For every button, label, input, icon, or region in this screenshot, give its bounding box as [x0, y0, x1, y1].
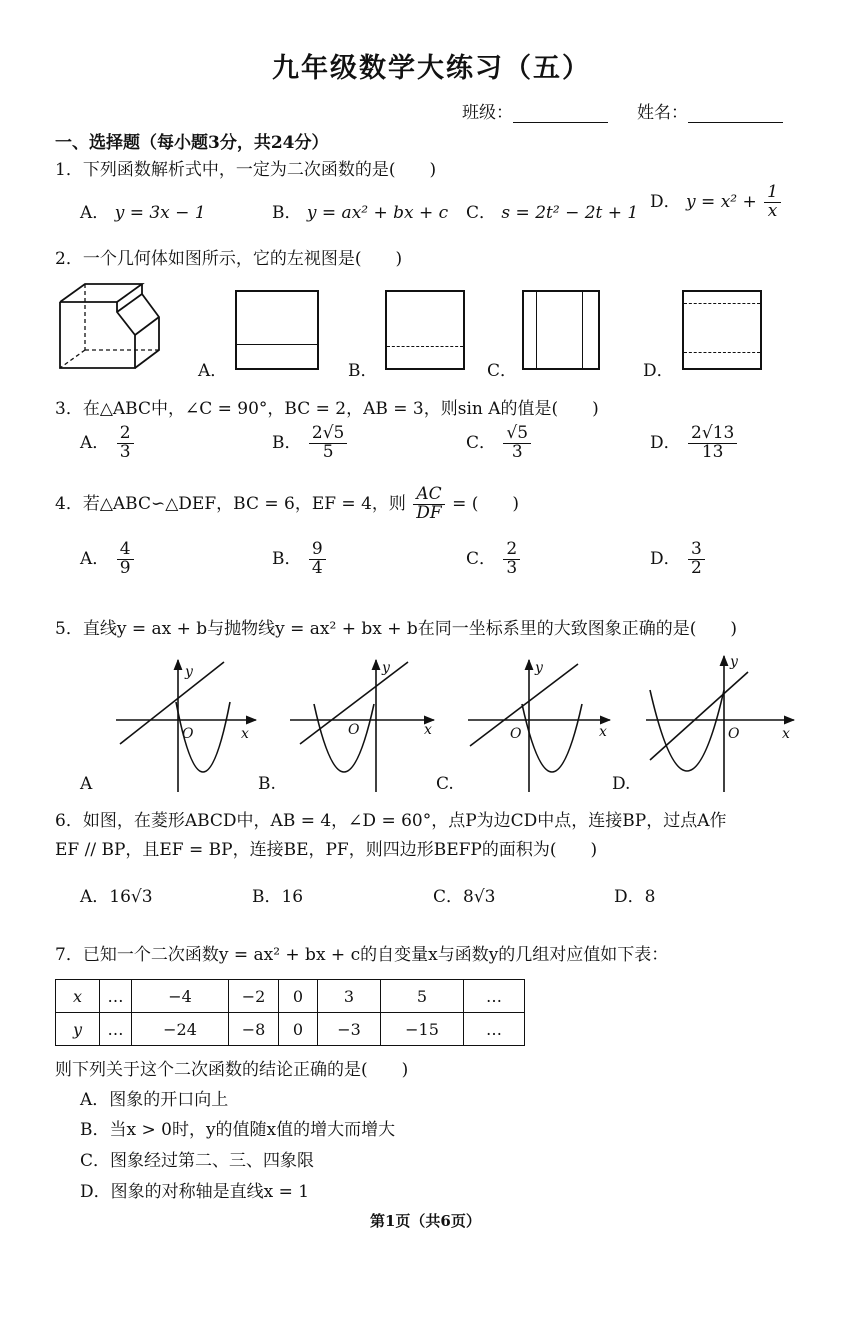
table-cell: −24	[132, 1013, 229, 1046]
table-cell: …	[464, 980, 525, 1013]
q6-option-a: A．16√3	[80, 887, 153, 907]
q3-a-label: A．	[80, 432, 110, 453]
table-cell: −8	[229, 1013, 279, 1046]
q2-option-a-figure	[235, 290, 319, 370]
q2-option-b-figure	[385, 290, 465, 370]
q3-option-a	[80, 425, 136, 462]
q2-a-label: A．	[198, 361, 228, 381]
table-cell: …	[100, 980, 132, 1013]
q1-a-label: A．	[80, 203, 110, 223]
q5-c-origin: O	[510, 726, 522, 742]
q4-stem-text: 4．若△ABC∽△DEF，BC = 6，EF = 4，则	[55, 493, 406, 514]
q6-option-c: C．8√3	[433, 887, 496, 907]
q4-a-den: 9	[119, 557, 131, 578]
q4-stem-post: = ( )	[452, 493, 520, 514]
q5-stem: 5．直线y = ax + b与抛物线y = ax² + bx + b在同一坐标系里的大致图象正确的是( )	[55, 619, 738, 639]
q2-d-dashed-bottom	[684, 352, 760, 353]
q5-a-label: A	[80, 774, 93, 794]
q3-c-den: 3	[511, 441, 523, 462]
table-row	[56, 1013, 525, 1046]
q1-d-expr: y = x² +	[686, 191, 757, 212]
q1-option-a	[80, 198, 206, 223]
q5-a-y-label: y	[185, 664, 193, 680]
q2-solid-figure	[55, 280, 165, 372]
name-field	[637, 98, 783, 123]
q5-graph-b	[290, 660, 434, 792]
q1-b-expr: y = ax² + bx + c	[306, 203, 449, 223]
table-cell: −15	[381, 1013, 464, 1046]
q3-option-d	[650, 425, 739, 462]
q1-option-b	[272, 198, 448, 223]
q4-option-d	[650, 541, 707, 578]
q7-option-b: B．当x > 0时，y的值随x值的增大而增大	[80, 1120, 396, 1140]
q5-d-origin: O	[728, 726, 740, 742]
q2-b-label: B．	[348, 361, 378, 381]
q4-option-c	[466, 541, 522, 578]
class-field	[462, 98, 608, 123]
class-blank	[513, 108, 608, 123]
q3-option-b	[272, 425, 349, 462]
q5-d-label: D.	[612, 774, 631, 794]
table-cell: −3	[318, 1013, 381, 1046]
q2-option-c-figure	[522, 290, 600, 370]
q3-b-den: 5	[322, 441, 334, 462]
table-cell: 0	[279, 980, 318, 1013]
q4-b-den: 4	[311, 557, 323, 578]
q7-stem: 7．已知一个二次函数y = ax² + bx + c的自变量x与函数y的几组对应值如下表：	[55, 945, 669, 965]
q5-c-label: C.	[436, 774, 454, 794]
q4-b-num: 9	[309, 541, 326, 560]
q3-a-den: 3	[119, 441, 131, 462]
q1-d-num: 1	[764, 184, 781, 203]
q1-stem: 1．下列函数解析式中，一定为二次函数的是( )	[55, 160, 437, 180]
table-cell: 3	[318, 980, 381, 1013]
q7-option-c: C．图象经过第二、三、四象限	[80, 1151, 315, 1171]
q4-stem-den: DF	[416, 502, 442, 523]
section-heading: 一、选择题（每小题3分，共24分）	[55, 133, 329, 153]
table-cell: x	[56, 980, 100, 1013]
q5-c-y-label: y	[535, 660, 543, 676]
q6-stem-line2: EF // BP，且EF = BP，连接BE，PF，则四边形BEFP的面积为( )	[55, 840, 598, 860]
q5-a-origin: O	[182, 726, 194, 742]
q7-option-d: D．图象的对称轴是直线x = 1	[80, 1182, 310, 1202]
table-cell: −2	[229, 980, 279, 1013]
q3-option-c	[466, 425, 533, 462]
q5-b-label: B.	[258, 774, 276, 794]
q3-stem: 3．在△ABC中，∠C = 90°，BC = 2，AB = 3，则sin A的值是( )	[55, 399, 599, 419]
q3-a-num: 2	[117, 425, 134, 444]
q1-option-d	[650, 184, 783, 221]
q4-option-b	[272, 541, 328, 578]
q4-c-num: 2	[503, 541, 520, 560]
q3-d-num: 2√13	[688, 425, 737, 444]
q2-stem: 2．一个几何体如图所示，它的左视图是( )	[55, 249, 403, 269]
q3-c-num: √5	[503, 425, 531, 444]
q6-option-b: B．16	[252, 887, 304, 907]
q4-a-label: A．	[80, 548, 110, 569]
q5-graph-c	[468, 660, 610, 792]
table-cell: 0	[279, 1013, 318, 1046]
table-cell: y	[56, 1013, 100, 1046]
q4-b-label: B．	[272, 548, 302, 569]
q4-a-num: 4	[117, 541, 134, 560]
q1-option-c	[466, 198, 638, 223]
page-footer: 第1页（共6页）	[370, 1212, 481, 1230]
table-row	[56, 980, 525, 1013]
q4-d-den: 2	[691, 557, 702, 578]
q5-b-x-label: x	[424, 722, 432, 738]
q5-b-y-label: y	[382, 660, 390, 676]
q2-option-d-figure	[682, 290, 762, 370]
q1-c-label: C．	[466, 203, 497, 223]
q3-c-label: C．	[466, 432, 497, 453]
q5-d-x-label: x	[782, 726, 790, 742]
q5-graph-d	[646, 656, 794, 792]
q5-b-origin: O	[348, 722, 360, 738]
q2-c-line-right	[582, 292, 583, 368]
q6-option-d: D．8	[614, 887, 656, 907]
name-blank	[688, 108, 783, 123]
q1-b-label: B．	[272, 203, 302, 223]
class-label: 班级：	[462, 103, 513, 123]
q4-stem	[55, 486, 519, 523]
q6-stem-line1: 6．如图，在菱形ABCD中，AB = 4，∠D = 60°，点P为边CD中点，连接BP，过点A作	[55, 811, 727, 831]
table-cell: −4	[132, 980, 229, 1013]
q1-a-expr: y = 3x − 1	[114, 203, 206, 223]
q1-d-label: D．	[650, 191, 681, 212]
q7-ask: 则下列关于这个二次函数的结论正确的是( )	[55, 1060, 409, 1080]
name-label: 姓名：	[637, 103, 688, 123]
q3-d-den: 13	[701, 441, 724, 462]
q5-a-x-label: x	[241, 726, 249, 742]
q4-c-den: 3	[506, 557, 518, 578]
page-title: 九年级数学大练习（五）	[272, 53, 591, 84]
q1-d-den: x	[767, 200, 778, 221]
q2-d-dashed-top	[684, 303, 760, 304]
q3-b-label: B．	[272, 432, 302, 453]
q4-d-label: D．	[650, 548, 681, 569]
q2-c-label: C．	[487, 361, 518, 381]
q4-stem-num: AC	[413, 486, 444, 505]
q2-a-solid-line	[237, 344, 317, 345]
q5-c-x-label: x	[599, 724, 607, 740]
q2-d-label: D．	[643, 361, 674, 381]
q1-c-expr: s = 2t² − 2t + 1	[501, 203, 639, 223]
table-cell: …	[464, 1013, 525, 1046]
q2-b-dashed-line	[387, 346, 463, 347]
q4-c-label: C．	[466, 548, 497, 569]
q7-option-a: A．图象的开口向上	[80, 1090, 229, 1110]
q3-b-num: 2√5	[309, 425, 347, 444]
q7-value-table	[55, 979, 525, 1046]
table-cell: 5	[381, 980, 464, 1013]
q4-option-a	[80, 541, 136, 578]
q3-d-label: D．	[650, 432, 681, 453]
q2-c-line-left	[536, 292, 537, 368]
q4-d-num: 3	[688, 541, 705, 560]
table-cell: …	[100, 1013, 132, 1046]
q5-d-y-label: y	[730, 654, 738, 670]
